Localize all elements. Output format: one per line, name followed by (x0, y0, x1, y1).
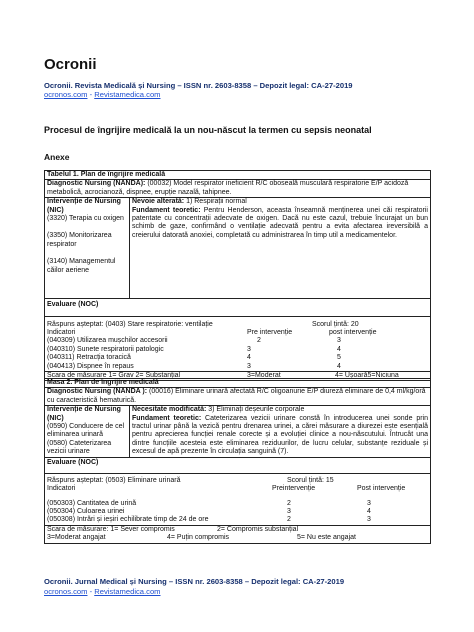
intervention-title: Intervenție de Nursing (NIC) (47, 198, 121, 214)
table-row (47, 508, 428, 516)
revistamedica-link[interactable]: Revistamedica.com (94, 90, 161, 99)
need-label: Necesitate modificată: (132, 406, 207, 414)
intervention-item: (0590) Conducere de cel eliminarea urinară (47, 422, 125, 439)
need-text: 1) Respirații normal (184, 198, 247, 206)
header-links (44, 90, 161, 99)
intervention-item: (0580) Cateterizarea vezicii urinare (47, 439, 112, 456)
post-value: 5 (337, 354, 341, 362)
target-score: Scorul țintă: 15 (287, 476, 334, 484)
pre-value: 2 (257, 337, 261, 345)
indicator: (050304) Culoarea urinei (47, 508, 125, 516)
expected-response: Răspuns așteptat: (0503) Eliminare urinară (47, 476, 181, 484)
scale-text: 2= Compromis substanțial (217, 525, 299, 533)
indicator: (050303) Cantitatea de urină (47, 499, 137, 507)
indicator: (040310) Sunete respiratorii patologic (47, 345, 164, 353)
table-row (47, 500, 428, 508)
intervention-item: (3140) Managementul căilor aeriene (47, 258, 116, 274)
indicator: (040413) Dispnee în repaus (47, 362, 134, 370)
journal-footer: Ocronii. Jurnal Medical și Nursing – ISSN nr. 2603-8358 – Depozit legal: CA-27-2019 (44, 577, 345, 586)
table-row (47, 346, 428, 354)
pre-value: 3 (247, 345, 251, 353)
post-value: 4 (367, 508, 371, 516)
link-separator: - (87, 90, 95, 99)
evaluation-title: Evaluare (NOC) (45, 458, 430, 474)
col-post: post intervenție (329, 328, 377, 336)
evaluation-cell (45, 457, 431, 543)
table-row (47, 363, 428, 371)
ocronos-link[interactable]: ocronos.com (44, 90, 88, 99)
post-value: 3 (367, 499, 371, 507)
scale-text: Scara de măsurare: 1= Sever compromis (47, 525, 175, 533)
pre-value: 3 (287, 508, 291, 516)
diagnosis-label: Diagnostic Nursing (NANDA ): (47, 388, 148, 396)
intervention-cell (45, 198, 130, 299)
rationale-text: Cateterizarea vezicii urinare constă în introducerea unei sonde prin tractul urinar până la vezică pentru drenarea urinei, a cărei măsurare a diurezei este esențială pentru aprecierea funcției renale corecte și a evoluției clinice a nou-născutului. Întrucât una dintre funcțiile acesteia este eliminarea reziduurilor, de lucru celular, substanțe reziduale și excesul de apă prezente în circulația sanguină (7). (132, 414, 428, 456)
post-value: 3 (337, 337, 341, 345)
scale-text: 4= Puțin compromis (167, 534, 230, 542)
rationale-text: Pentru Henderson, aceasta înseamnă menținerea unei căi respiratorii patentate cu concentrații adecvate de oxigen. Dacă nu este cazul, trebuie încurajat un bun schimb de gaze, confirmând o ventilație adecvată pentru a evita afectarea ireversibilă a creierului datorată anoxiei, completată cu administrarea în timp util a medicamentelor. (132, 206, 428, 239)
article-title: Procesul de îngrijire medicală la un nou-născut la termen cu sepsis neonatal (44, 125, 372, 135)
pre-value: 3 (247, 362, 251, 370)
diagnosis-cell (45, 180, 431, 198)
col-pre: Preintervenție (272, 485, 316, 493)
intervention-item: (3320) Terapia cu oxigen (47, 214, 124, 222)
ocronos-link[interactable]: ocronos.com (44, 587, 88, 596)
care-plan-table-1 (44, 170, 431, 381)
link-separator: - (87, 587, 95, 596)
diagnosis-label: Diagnostic Nursing (NANDA): (47, 180, 146, 188)
target-score: Scorul țintă: 20 (312, 320, 359, 328)
pre-value: 2 (287, 516, 291, 524)
scale-text: Scara de măsurare 1= Grav 2= Substanțial (47, 371, 181, 379)
need-text: 3) Eliminați deșeurile corporale (206, 406, 305, 414)
table-caption: Masa 2. Plan de îngrijire medicală (45, 379, 431, 388)
evaluation-cell (45, 299, 431, 381)
scale-text: 3=Moderat (247, 371, 281, 379)
intervention-item: (3350) Monitorizarea respirator (47, 232, 112, 248)
pre-value: 4 (247, 354, 251, 362)
table-caption: Tabelul 1. Plan de îngrijire medicală (45, 171, 431, 180)
rationale-label: Fundament teoretic: (132, 414, 202, 422)
evaluation-title: Evaluare (NOC) (45, 299, 430, 316)
diagnosis-cell (45, 388, 431, 406)
revistamedica-link[interactable]: Revistamedica.com (94, 587, 161, 596)
post-value: 3 (367, 516, 371, 524)
scale-text: 3=Moderat angajat (47, 534, 106, 542)
need-label: Nevoie alterată: (132, 198, 185, 206)
post-value: 4 (337, 362, 341, 370)
footer-links (44, 587, 161, 596)
journal-header: Ocronii. Revista Medicală și Nursing – ISSN nr. 2603-8358 – Depozit legal: CA-27-2019 (44, 81, 353, 90)
indicator: (040311) Retracția toracică (47, 354, 131, 362)
diagnosis-text: (00016) Eliminare urinară afectată R/C oligoanurie E/P diureză eliminare de 0,4 ml/kg/oră cu caracteristică hematurică. (47, 388, 426, 404)
logo: Ocronii (44, 56, 97, 73)
col-post: Post intervenție (357, 485, 406, 493)
indicator: (050308) Intrări și ieșiri echilibrate timp de 24 de ore (47, 516, 209, 524)
care-plan-table-2 (44, 378, 431, 544)
table-row (47, 354, 428, 362)
col-pre: Pre intervenție (247, 328, 293, 336)
rationale-cell (130, 198, 431, 299)
section-heading: Anexe (44, 152, 70, 162)
indicator: (040309) Utilizarea mușchilor accesorii (47, 337, 168, 345)
intervention-title: Intervenție de Nursing (NIC) (47, 406, 121, 422)
scale-text: 4= Ușoară5=Niciuna (335, 371, 399, 379)
expected-response: Răspuns așteptat: (0403) Stare respiratorie: ventilație (47, 320, 213, 328)
rationale-label: Fundament teoretic: (132, 206, 201, 214)
col-indicators: Indicatori (47, 485, 76, 493)
diagnosis-text: (00032) Model respirator ineficient R/C oboseală musculară respiratorie E/P acidoză metabolică, acrocianoză, dispnee, erupție nazală, tahipnee. (47, 180, 409, 196)
intervention-cell (45, 406, 130, 457)
col-indicators: Indicatori (47, 328, 76, 336)
table-row (47, 337, 428, 345)
post-value: 4 (337, 345, 341, 353)
pre-value: 2 (287, 499, 291, 507)
table-row (47, 516, 428, 524)
rationale-cell (130, 406, 431, 457)
scale-text: 5= Nu este angajat (297, 534, 356, 542)
